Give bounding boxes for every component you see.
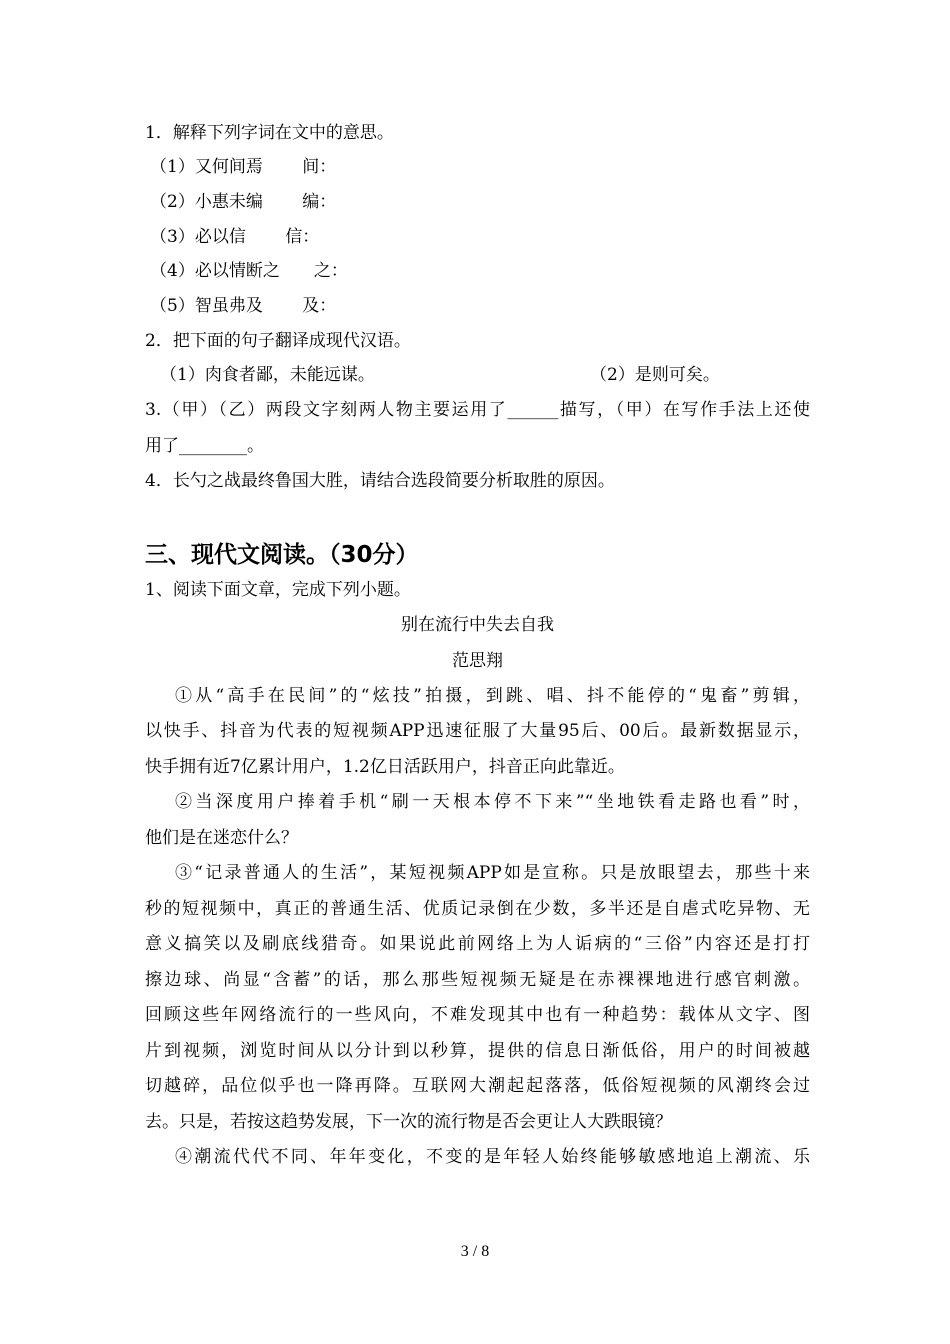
article-line: 回顾这些年网络流行的一些风向，不难发现其中也有一种趋势：载体从文字、图 [145,1005,810,1025]
article-line: 他们是在迷恋什么？ [145,828,298,848]
question-1-item-4: （4）必以情断之 之： [150,261,348,281]
question-1-item-3: （3）必以信 信： [150,227,320,247]
article-title: 别在流行中失去自我 [401,615,554,635]
question-2-sentence-1: （1）肉食者鄙，未能远谋。 [160,365,375,385]
question-1-item-1: （1）又何间焉 间： [150,157,337,177]
question-2-sentence-2: （2）是则可矣。 [590,365,720,385]
article-line: 去。只是，若按这趋势发展，下一次的流行物是否会更让人大跌眼镜？ [145,1112,672,1132]
article-line: 快手拥有近7亿累计用户，1.2亿日活跃用户，抖音正向此靠近。 [145,757,625,777]
reading-intro: 1、阅读下面文章，完成下列小题。 [145,580,411,600]
article-line: 以快手、抖音为代表的短视频APP迅速征服了大量95后、00后。最新数据显示， [145,721,810,741]
question-1-title: 1．解释下列字词在文中的意思。 [145,123,394,143]
question-3-line-2: 用了________。 [145,436,264,456]
article-author: 范思翔 [452,651,503,671]
article-line: ②当深度用户捧着手机“刷一天根本停不下来”“坐地铁看走路也看”时， [175,792,810,812]
article-line: 秒的短视频中，真正的普通生活、优质记录倒在少数，多半还是自虐式吃异物、无 [145,899,810,919]
article-line: 切越碎，品位似乎也一降再降。互联网大潮起起落落，低俗短视频的风潮终会过 [145,1076,810,1096]
article-line: ③“记录普通人的生活”，某短视频APP如是宣称。只是放眼望去，那些十来 [175,863,810,883]
section-3-heading: 三、现代文阅读。（30分） [145,542,419,568]
question-4: 4．长勺之战最终鲁国大胜，请结合选段简要分析取胜的原因。 [145,471,615,491]
article-line: 擦边球、尚显“含蓄”的话，那么那些短视频无疑是在赤裸裸地进行感官刺激。 [145,970,810,990]
question-1-item-2: （2）小惠未编 编： [150,192,337,212]
question-1-item-5: （5）智虽弗及 及： [150,296,337,316]
question-3-line-1: 3.（甲）（乙）两段文字刻两人物主要运用了______描写，（甲）在写作手法上还使 [145,400,810,420]
article-line: ①从“高手在民间”的“炫技”拍摄，到跳、唱、抖不能停的“鬼畜”剪辑， [175,686,810,706]
article-line: 片到视频，浏览时间从以分计到以秒算，提供的信息日渐低俗，用户的时间被越 [145,1041,810,1061]
article-line: ④潮流代代不同、年年变化，不变的是年轻人始终能够敏感地追上潮流、乐 [175,1147,810,1167]
article-line: 意义搞笑以及刷底线猎奇。如果说此前网络上为人诟病的“三俗”内容还是打打 [145,934,810,954]
page-number: 3 / 8 [460,1243,490,1260]
question-2-title: 2．把下面的句子翻译成现代汉语。 [145,331,411,351]
